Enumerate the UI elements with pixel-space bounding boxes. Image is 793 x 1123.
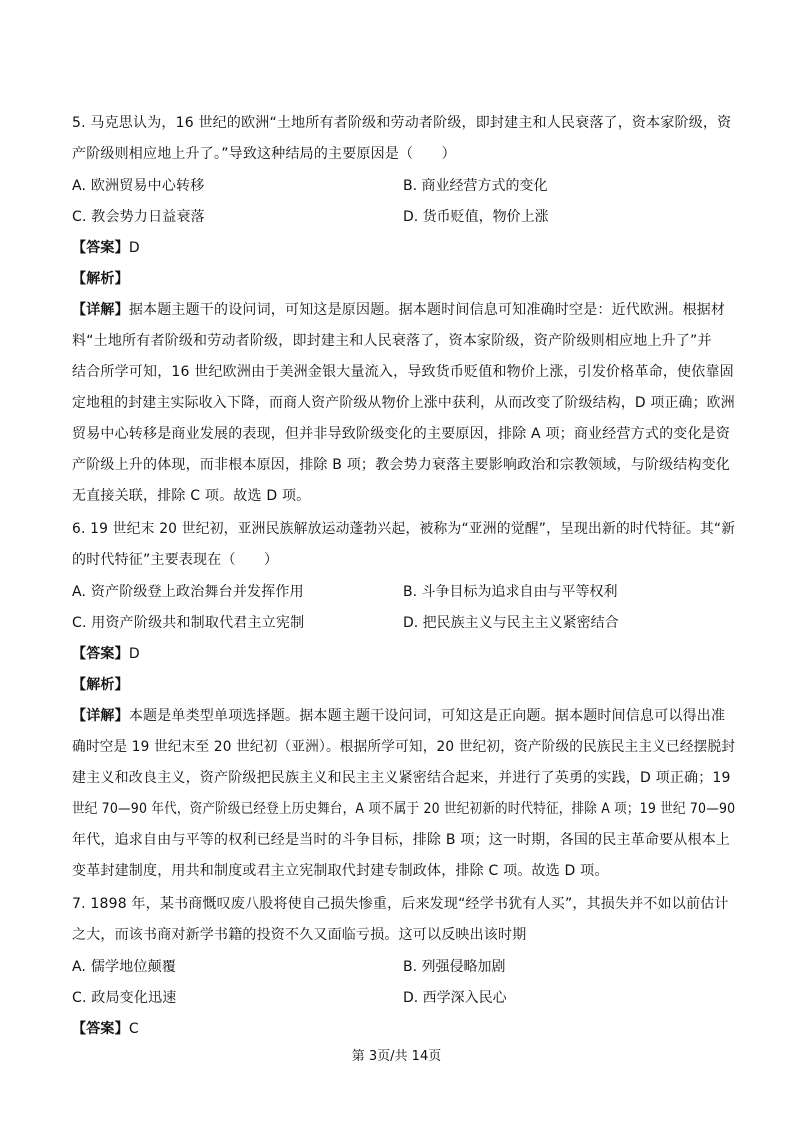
q6-detail-line2: 确时空是 19 世纪末至 20 世纪初（亚洲）。根据所学可知，20 世纪初，资产阶级的民族民主主义已经摆脱封 bbox=[72, 739, 736, 755]
q6-option-b: B. 斗争目标为追求自由与平等权利 bbox=[403, 584, 618, 600]
q7-stem-line1: 7. 1898 年，某书商慨叹废八股将使自己损失惨重，后来发现“经学书犹有人买”，其损失并不如以前估计 bbox=[72, 896, 729, 912]
q6-analysis-tag: 【解析】 bbox=[72, 677, 129, 693]
q6-detail-line6: 变革封建制度，用共和制度或君主立宪制取代封建专制政体，排除 C 项。故选 D 项。 bbox=[72, 863, 609, 879]
q7-option-c: C. 政局变化迅速 bbox=[72, 990, 177, 1006]
q6-stem-line2: 的时代特征”主要表现在（ ） bbox=[72, 552, 279, 568]
detail-tag: 【详解】 bbox=[72, 302, 129, 318]
q5-detail-line7: 无直接关联，排除 C 项。故选 D 项。 bbox=[72, 488, 311, 504]
answer-value: D bbox=[128, 240, 140, 256]
q5-option-c: C. 教会势力日益衰落 bbox=[72, 209, 205, 225]
page-footer: 第 3页/共 14页 bbox=[351, 1049, 442, 1064]
q5-stem-line1: 5. 马克思认为，16 世纪的欧洲“土地所有者阶级和劳动者阶级，即封建主和人民衰落了，资本家阶级，资 bbox=[72, 115, 732, 131]
q6-detail-line4: 世纪 70—90 年代，资产阶级已经登上历史舞台，A 项不属于 20 世纪初新的时代特征，排除 A 项；19 世纪 70—90 bbox=[72, 801, 736, 817]
q5-stem-line2: 产阶级则相应地上升了。”导致这种结局的主要原因是（ ） bbox=[72, 146, 456, 162]
q6-answer: 【答案】D bbox=[72, 646, 140, 662]
q6-stem-line1: 6. 19 世纪末 20 世纪初，亚洲民族解放运动蓬勃兴起，被称为“亚洲的觉醒”，呈现出新的时代特征。其“新 bbox=[72, 521, 736, 537]
answer-tag: 【答案】 bbox=[72, 240, 129, 256]
q6-option-a: A. 资产阶级登上政治舞台并发挥作用 bbox=[72, 584, 304, 600]
q5-option-b: B. 商业经营方式的变化 bbox=[403, 178, 548, 194]
q7-option-b: B. 列强侵略加剧 bbox=[403, 959, 506, 975]
q7-option-d: D. 西学深入民心 bbox=[403, 990, 507, 1006]
q5-analysis-tag: 【解析】 bbox=[72, 271, 129, 287]
q7-stem-line2: 之大，而该书商对新学书籍的投资不久又面临亏损。这可以反映出该时期 bbox=[72, 927, 527, 943]
q6-detail-line5: 年代，追求自由与平等的权利已经是当时的斗争目标，排除 B 项；这一时期，各国的民主革命要从根本上 bbox=[72, 832, 731, 848]
q5-detail-line6: 产阶级上升的体现，而非根本原因，排除 B 项；教会势力衰落主要影响政治和宗教领域，与阶级结构变化 bbox=[72, 457, 731, 473]
q5-detail-line5: 贸易中心转移是商业发展的表现，但并非导致阶级变化的主要原因，排除 A 项；商业经营方式的变化是资 bbox=[72, 426, 731, 442]
q5-detail-line3: 结合所学可知，16 世纪欧洲由于美洲金银大量流入，导致货币贬值和物价上涨，引发价格革命，使依靠固 bbox=[72, 364, 734, 380]
q6-option-d: D. 把民族主义与民主主义紧密结合 bbox=[403, 615, 619, 631]
q6-detail-line1: 【详解】本题是单类型单项选择题。据本题主题干设问词，可知这是正向题。据本题时间信息可以得出准 bbox=[72, 708, 726, 724]
q5-detail-line4: 定地租的封建主实际收入下降，而商人资产阶级从物价上涨中获利，从而改变了阶级结构，D 项正确；欧洲 bbox=[72, 395, 735, 411]
q6-option-c: C. 用资产阶级共和制取代君主立宪制 bbox=[72, 615, 305, 631]
q7-answer: 【答案】C bbox=[72, 1021, 139, 1037]
q7-option-a: A. 儒学地位颠覆 bbox=[72, 959, 177, 975]
q5-detail-line2: 料“土地所有者阶级和劳动者阶级，即封建主和人民衰落了，资本家阶级，资产阶级则相应地上升了”并 bbox=[72, 333, 712, 349]
q5-answer bbox=[72, 239, 140, 257]
q5-option-a: A. 欧洲贸易中心转移 bbox=[72, 178, 205, 194]
q6-detail-line3: 建主义和改良主义，资产阶级把民族主义和民主主义紧密结合起来，并进行了英勇的实践，D 项正确；19 bbox=[72, 770, 731, 786]
q5-detail-line1: 【详解】据本题主题干的设问词，可知这是原因题。据本题时间信息可知准确时空是：近代欧洲。根据材 bbox=[72, 302, 726, 318]
q5-option-d: D. 货币贬值，物价上涨 bbox=[403, 209, 549, 225]
